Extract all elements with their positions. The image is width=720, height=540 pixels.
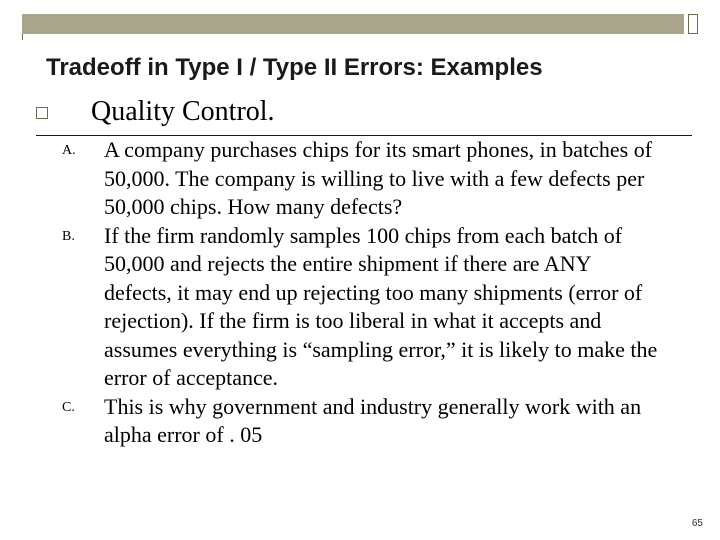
item-text: If the firm randomly samples 100 chips from each batch of 50,000 and rejects the entire shipment if there are ANY defects, it may end up rejecting too many shipments (error of rejection). If the firm is too liberal in what it accepts and assumes everything is “sampling error,” it is likely to make the error of acceptance. bbox=[104, 222, 658, 390]
item-text: A company purchases chips for its smart phones, in batches of 50,000. The company is willing to live with a few defects per 50,000 chips. How many defects? bbox=[104, 137, 653, 219]
item-list bbox=[62, 136, 662, 450]
header-decoration-band bbox=[22, 14, 684, 34]
slide-title: Tradeoff in Type I / Type II Errors: Examples bbox=[46, 54, 543, 81]
list-item bbox=[62, 222, 662, 393]
item-marker: A. bbox=[62, 143, 76, 158]
header-decoration-line bbox=[22, 34, 23, 40]
lead-bullet-text: Quality Control. bbox=[91, 96, 275, 127]
header-decoration-square bbox=[688, 14, 698, 34]
item-marker: B. bbox=[62, 228, 75, 244]
page-number: 65 bbox=[691, 518, 703, 529]
item-text: This is why government and industry generally work with an alpha error of . 05 bbox=[104, 393, 642, 447]
list-item bbox=[62, 393, 662, 450]
square-bullet-icon bbox=[36, 107, 48, 119]
item-marker: C. bbox=[62, 399, 75, 415]
list-item bbox=[62, 136, 662, 222]
